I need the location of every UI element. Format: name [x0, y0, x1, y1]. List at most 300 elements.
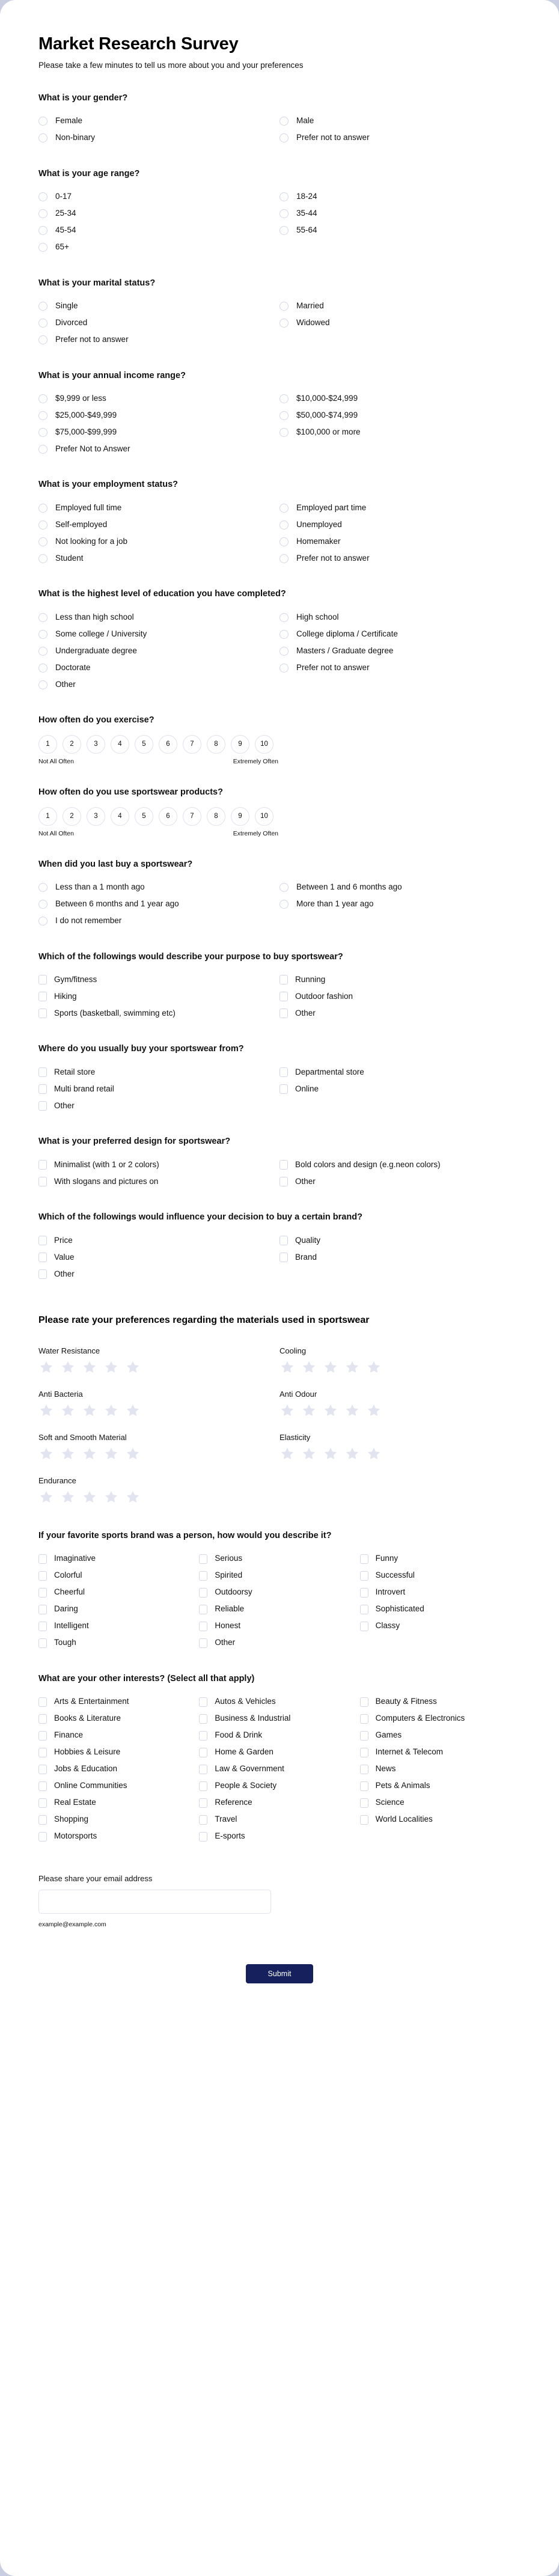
radio-option[interactable] [38, 189, 280, 206]
star-icon[interactable] [103, 1446, 119, 1462]
radio-button-icon[interactable] [280, 394, 289, 403]
checkbox-option[interactable] [199, 1551, 359, 1567]
checkbox-option[interactable] [280, 988, 521, 1005]
submit-row [38, 1964, 521, 1983]
radio-option[interactable] [280, 315, 521, 332]
radio-option[interactable] [38, 130, 280, 147]
checkbox-icon[interactable] [280, 992, 288, 1001]
checkbox-icon[interactable] [280, 1177, 288, 1186]
checkbox-option[interactable] [38, 1694, 199, 1711]
star-icon[interactable] [344, 1360, 360, 1375]
checkbox-option[interactable] [38, 1761, 199, 1778]
question-interests [38, 1673, 521, 1845]
radio-option[interactable] [38, 390, 280, 407]
checkbox-option[interactable] [199, 1744, 359, 1761]
radio-button-icon[interactable] [38, 133, 47, 142]
checkbox-option[interactable] [38, 1601, 199, 1618]
radio-button-icon[interactable] [280, 647, 289, 656]
scale-option[interactable]: 7 [183, 807, 201, 826]
checkbox-option[interactable] [360, 1795, 521, 1811]
checkbox-icon[interactable] [199, 1697, 207, 1707]
star-icon[interactable] [323, 1360, 338, 1375]
checkbox-icon[interactable] [38, 1084, 47, 1094]
checkbox-icon[interactable] [199, 1832, 207, 1842]
question-gender [38, 93, 521, 147]
radio-option[interactable] [280, 879, 521, 896]
scale-option[interactable]: 7 [183, 735, 201, 754]
radio-button-icon[interactable] [38, 226, 47, 235]
radio-option[interactable] [38, 499, 280, 516]
option-label: $75,000-$99,999 [55, 427, 117, 436]
radio-button-icon[interactable] [38, 243, 47, 252]
option-label: Pets & Animals [375, 1781, 430, 1790]
option-label: Other [54, 1100, 75, 1110]
radio-button-icon[interactable] [38, 554, 47, 563]
radio-option[interactable] [280, 206, 521, 222]
radio-button-icon[interactable] [38, 520, 47, 530]
checkbox-icon[interactable] [38, 1269, 47, 1279]
option-label: Other [54, 1269, 75, 1278]
radio-button-icon[interactable] [280, 226, 289, 235]
checkbox-option[interactable] [38, 1064, 280, 1081]
scale-option[interactable]: 6 [159, 807, 177, 826]
star-icon[interactable] [344, 1403, 360, 1418]
checkbox-icon[interactable] [280, 1236, 288, 1245]
option-label: Outdoorsy [215, 1587, 252, 1597]
scale-option[interactable]: 10 [255, 735, 273, 754]
checkbox-icon[interactable] [199, 1748, 207, 1757]
radio-button-icon[interactable] [280, 554, 289, 563]
checkbox-icon[interactable] [199, 1731, 207, 1741]
checkbox-option[interactable] [360, 1584, 521, 1601]
checkbox-option[interactable] [199, 1795, 359, 1811]
radio-option[interactable] [38, 626, 280, 642]
checkbox-icon[interactable] [280, 1084, 288, 1094]
checkbox-option[interactable] [38, 1635, 199, 1652]
star-icon[interactable] [82, 1360, 97, 1375]
star-icon[interactable] [280, 1403, 295, 1418]
scale-option[interactable]: 10 [255, 807, 273, 826]
radio-button-icon[interactable] [38, 428, 47, 437]
checkbox-icon[interactable] [38, 1554, 47, 1564]
radio-option[interactable] [280, 896, 521, 913]
checkbox-option[interactable] [199, 1584, 359, 1601]
scale-option[interactable]: 5 [135, 735, 153, 754]
checkbox-option[interactable] [360, 1744, 521, 1761]
checkbox-icon[interactable] [280, 1253, 288, 1262]
scale-option[interactable]: 8 [207, 807, 225, 826]
email-field[interactable] [38, 1890, 271, 1914]
submit-button[interactable]: Submit [246, 1964, 313, 1983]
checkbox-group-brand-personality [38, 1551, 521, 1652]
radio-option[interactable] [38, 441, 280, 457]
radio-button-icon[interactable] [38, 630, 47, 639]
option-label: Successful [375, 1570, 415, 1580]
checkbox-icon[interactable] [199, 1605, 207, 1614]
option-label: College diploma / Certificate [296, 629, 398, 638]
checkbox-option[interactable] [360, 1711, 521, 1727]
radio-button-icon[interactable] [38, 209, 47, 218]
radio-option[interactable] [280, 499, 521, 516]
radio-option[interactable] [280, 609, 521, 626]
radio-option[interactable] [280, 130, 521, 147]
scale-option[interactable]: 2 [63, 735, 81, 754]
star-icon[interactable] [366, 1446, 382, 1462]
checkbox-icon[interactable] [360, 1605, 368, 1614]
checkbox-option[interactable] [199, 1601, 359, 1618]
radio-button-icon[interactable] [280, 192, 289, 201]
checkbox-icon[interactable] [199, 1588, 207, 1598]
checkbox-icon[interactable] [38, 1748, 47, 1757]
radio-option[interactable] [280, 550, 521, 567]
checkbox-icon[interactable] [199, 1638, 207, 1648]
checkbox-icon[interactable] [38, 992, 47, 1001]
star-icon[interactable] [280, 1360, 295, 1375]
radio-button-icon[interactable] [38, 192, 47, 201]
checkbox-option[interactable] [360, 1601, 521, 1618]
radio-option[interactable] [38, 879, 280, 896]
radio-button-icon[interactable] [280, 319, 289, 328]
radio-option[interactable] [280, 189, 521, 206]
star-icon[interactable] [366, 1403, 382, 1418]
scale-end-labels [38, 830, 278, 837]
star-icon[interactable] [82, 1403, 97, 1418]
star-icon[interactable] [38, 1403, 54, 1418]
question-title: How often do you exercise? [38, 715, 154, 725]
checkbox-option[interactable] [38, 1795, 199, 1811]
checkbox-option[interactable] [38, 1173, 280, 1190]
checkbox-icon[interactable] [199, 1622, 207, 1631]
checkbox-icon[interactable] [38, 1714, 47, 1724]
radio-button-icon[interactable] [38, 664, 47, 673]
checkbox-option[interactable] [38, 1711, 199, 1727]
radio-option[interactable] [280, 533, 521, 550]
checkbox-option[interactable] [360, 1778, 521, 1795]
checkbox-option[interactable] [38, 1097, 280, 1114]
radio-button-icon[interactable] [38, 917, 47, 926]
radio-option[interactable] [38, 332, 280, 349]
star-icon[interactable] [125, 1489, 141, 1505]
radio-option[interactable] [280, 222, 521, 239]
checkbox-icon[interactable] [38, 1588, 47, 1598]
radio-button-icon[interactable] [280, 630, 289, 639]
radio-option[interactable] [38, 676, 280, 693]
option-label: Sophisticated [375, 1604, 424, 1614]
checkbox-option[interactable] [199, 1778, 359, 1795]
checkbox-icon[interactable] [38, 1731, 47, 1741]
checkbox-option[interactable] [199, 1711, 359, 1727]
radio-button-icon[interactable] [280, 302, 289, 311]
star-icon[interactable] [38, 1489, 54, 1505]
checkbox-icon[interactable] [38, 1781, 47, 1791]
scale-option[interactable]: 2 [63, 807, 81, 826]
checkbox-option[interactable] [38, 1618, 199, 1635]
checkbox-option[interactable] [360, 1551, 521, 1567]
checkbox-icon[interactable] [38, 1236, 47, 1245]
checkbox-icon[interactable] [280, 975, 288, 984]
checkbox-option[interactable] [38, 1828, 199, 1845]
star-icon[interactable] [366, 1360, 382, 1375]
checkbox-icon[interactable] [360, 1588, 368, 1598]
checkbox-option[interactable] [38, 1778, 199, 1795]
radio-option[interactable] [280, 516, 521, 533]
star-icon[interactable] [125, 1403, 141, 1418]
checkbox-icon[interactable] [280, 1009, 288, 1018]
scale-option[interactable]: 9 [231, 735, 249, 754]
radio-button-icon[interactable] [38, 117, 47, 126]
radio-button-icon[interactable] [38, 504, 47, 513]
option-label: Multi brand retail [54, 1084, 114, 1093]
checkbox-option[interactable] [199, 1635, 359, 1652]
radio-button-icon[interactable] [38, 883, 47, 892]
checkbox-option[interactable] [38, 1551, 199, 1567]
scale-option[interactable]: 4 [111, 735, 129, 754]
star-rating-label: Cooling [280, 1346, 307, 1355]
scale-option[interactable]: 5 [135, 807, 153, 826]
checkbox-option[interactable] [38, 1005, 280, 1022]
radio-option[interactable] [38, 113, 280, 130]
checkbox-icon[interactable] [360, 1697, 368, 1707]
question-sportswear-frequency [38, 787, 521, 837]
checkbox-icon[interactable] [360, 1798, 368, 1808]
checkbox-icon[interactable] [199, 1714, 207, 1724]
star-icon[interactable] [280, 1446, 295, 1462]
radio-button-icon[interactable] [280, 209, 289, 218]
checkbox-option[interactable] [38, 1727, 199, 1744]
radio-button-icon[interactable] [280, 900, 289, 909]
checkbox-option[interactable] [199, 1618, 359, 1635]
checkbox-icon[interactable] [38, 1622, 47, 1631]
radio-option[interactable] [280, 642, 521, 659]
checkbox-icon[interactable] [280, 1160, 288, 1170]
checkbox-option[interactable] [360, 1567, 521, 1584]
checkbox-option[interactable] [38, 1156, 280, 1173]
radio-button-icon[interactable] [280, 883, 289, 892]
radio-button-icon[interactable] [280, 133, 289, 142]
checkbox-option[interactable] [360, 1761, 521, 1778]
star-icon[interactable] [38, 1360, 54, 1375]
radio-button-icon[interactable] [38, 680, 47, 689]
checkbox-icon[interactable] [199, 1781, 207, 1791]
radio-button-icon[interactable] [38, 613, 47, 622]
checkbox-option[interactable] [38, 1249, 280, 1266]
scale-option[interactable]: 6 [159, 735, 177, 754]
radio-button-icon[interactable] [38, 445, 47, 454]
radio-option[interactable] [38, 239, 280, 256]
checkbox-icon[interactable] [360, 1748, 368, 1757]
radio-button-icon[interactable] [280, 504, 289, 513]
checkbox-option[interactable] [38, 1744, 199, 1761]
option-label: Daring [54, 1604, 78, 1614]
checkbox-option[interactable] [38, 1266, 280, 1283]
checkbox-option[interactable] [199, 1811, 359, 1828]
checkbox-option[interactable] [280, 1156, 521, 1173]
checkbox-icon[interactable] [199, 1571, 207, 1581]
star-icon[interactable] [125, 1360, 141, 1375]
radio-button-icon[interactable] [280, 411, 289, 420]
star-icon[interactable] [323, 1446, 338, 1462]
radio-button-icon[interactable] [38, 335, 47, 344]
checkbox-icon[interactable] [360, 1731, 368, 1741]
radio-button-icon[interactable] [280, 537, 289, 546]
radio-option[interactable] [38, 642, 280, 659]
star-icon[interactable] [38, 1446, 54, 1462]
radio-group-last-purchase [38, 879, 521, 930]
scale-option[interactable]: 1 [38, 735, 57, 754]
radio-option[interactable] [38, 424, 280, 441]
star-icon[interactable] [344, 1446, 360, 1462]
checkbox-icon[interactable] [38, 1009, 47, 1018]
checkbox-icon[interactable] [360, 1815, 368, 1825]
scale-option[interactable]: 3 [87, 807, 105, 826]
star-icon[interactable] [60, 1403, 76, 1418]
checkbox-option[interactable] [38, 971, 280, 988]
checkbox-option[interactable] [38, 1811, 199, 1828]
checkbox-icon[interactable] [38, 1253, 47, 1262]
radio-button-icon[interactable] [38, 537, 47, 546]
radio-option[interactable] [38, 913, 280, 930]
checkbox-icon[interactable] [38, 1697, 47, 1707]
option-label: Reference [215, 1798, 252, 1807]
star-icon[interactable] [301, 1360, 317, 1375]
radio-option[interactable] [38, 516, 280, 533]
checkbox-option[interactable] [280, 1064, 521, 1081]
checkbox-icon[interactable] [199, 1815, 207, 1825]
checkbox-icon[interactable] [38, 1798, 47, 1808]
checkbox-option[interactable] [38, 1584, 199, 1601]
checkbox-icon[interactable] [280, 1067, 288, 1077]
radio-button-icon[interactable] [280, 117, 289, 126]
question-title: What is your annual income range? [38, 370, 186, 380]
checkbox-option[interactable] [280, 1005, 521, 1022]
radio-option[interactable] [280, 626, 521, 642]
checkbox-icon[interactable] [38, 1571, 47, 1581]
star-icon[interactable] [301, 1446, 317, 1462]
checkbox-icon[interactable] [38, 1638, 47, 1648]
checkbox-option[interactable] [199, 1727, 359, 1744]
checkbox-icon[interactable] [38, 1101, 47, 1111]
radio-option[interactable] [38, 206, 280, 222]
checkbox-icon[interactable] [360, 1781, 368, 1791]
checkbox-option[interactable] [199, 1761, 359, 1778]
radio-button-icon[interactable] [280, 664, 289, 673]
option-label: Beauty & Fitness [375, 1697, 437, 1706]
checkbox-icon[interactable] [38, 1765, 47, 1774]
radio-group-education-level [38, 609, 521, 693]
checkbox-option[interactable] [199, 1694, 359, 1711]
checkbox-icon[interactable] [38, 1160, 47, 1170]
question-title: What is your age range? [38, 168, 140, 179]
star-icon[interactable] [60, 1446, 76, 1462]
radio-button-icon[interactable] [38, 394, 47, 403]
checkbox-option[interactable] [38, 988, 280, 1005]
checkbox-option[interactable] [199, 1828, 359, 1845]
question-exercise-frequency [38, 715, 521, 765]
checkbox-option[interactable] [280, 1081, 521, 1097]
checkbox-option[interactable] [360, 1811, 521, 1828]
checkbox-option[interactable] [280, 1232, 521, 1249]
scale-option[interactable]: 8 [207, 735, 225, 754]
radio-option[interactable] [38, 896, 280, 913]
checkbox-icon[interactable] [38, 1177, 47, 1186]
checkbox-option[interactable] [280, 1249, 521, 1266]
checkbox-option[interactable] [360, 1727, 521, 1744]
star-icon[interactable] [301, 1403, 317, 1418]
checkbox-icon[interactable] [360, 1554, 368, 1564]
radio-button-icon[interactable] [38, 319, 47, 328]
radio-option[interactable] [38, 533, 280, 550]
radio-option[interactable] [38, 659, 280, 676]
radio-button-icon[interactable] [38, 411, 47, 420]
checkbox-icon[interactable] [38, 1832, 47, 1842]
star-icon[interactable] [82, 1489, 97, 1505]
star-rating-label: Elasticity [280, 1432, 311, 1442]
radio-button-icon[interactable] [280, 428, 289, 437]
checkbox-icon[interactable] [38, 1605, 47, 1614]
radio-option[interactable] [38, 315, 280, 332]
star-icon[interactable] [82, 1446, 97, 1462]
radio-option[interactable] [38, 407, 280, 424]
checkbox-option[interactable] [280, 971, 521, 988]
radio-option[interactable] [280, 390, 521, 407]
radio-button-icon[interactable] [280, 520, 289, 530]
radio-option[interactable] [280, 659, 521, 676]
star-icon[interactable] [103, 1360, 119, 1375]
radio-option[interactable] [38, 222, 280, 239]
radio-option[interactable] [280, 407, 521, 424]
checkbox-icon[interactable] [199, 1554, 207, 1564]
checkbox-option[interactable] [199, 1567, 359, 1584]
checkbox-icon[interactable] [360, 1765, 368, 1774]
radio-option[interactable] [280, 298, 521, 315]
radio-option[interactable] [280, 424, 521, 441]
checkbox-icon[interactable] [360, 1622, 368, 1631]
checkbox-option[interactable] [280, 1173, 521, 1190]
scale-option[interactable]: 1 [38, 807, 57, 826]
checkbox-icon[interactable] [38, 1067, 47, 1077]
star-icon[interactable] [125, 1446, 141, 1462]
scale-option[interactable]: 3 [87, 735, 105, 754]
checkbox-option[interactable] [360, 1618, 521, 1635]
checkbox-option[interactable] [38, 1567, 199, 1584]
radio-option[interactable] [280, 113, 521, 130]
star-icon[interactable] [103, 1489, 119, 1505]
checkbox-icon[interactable] [38, 975, 47, 984]
radio-button-icon[interactable] [38, 647, 47, 656]
option-label: People & Society [215, 1781, 277, 1790]
checkbox-icon[interactable] [38, 1815, 47, 1825]
checkbox-icon[interactable] [360, 1571, 368, 1581]
radio-option[interactable] [38, 550, 280, 567]
radio-button-icon[interactable] [38, 900, 47, 909]
checkbox-option[interactable] [38, 1232, 280, 1249]
scale-option[interactable]: 4 [111, 807, 129, 826]
radio-option[interactable] [38, 298, 280, 315]
checkbox-option[interactable] [360, 1694, 521, 1711]
radio-button-icon[interactable] [280, 613, 289, 622]
star-icon[interactable] [60, 1360, 76, 1375]
checkbox-icon[interactable] [199, 1798, 207, 1808]
scale-option[interactable]: 9 [231, 807, 249, 826]
checkbox-icon[interactable] [360, 1714, 368, 1724]
star-icon[interactable] [60, 1489, 76, 1505]
checkbox-option[interactable] [38, 1081, 280, 1097]
star-icon[interactable] [103, 1403, 119, 1418]
radio-option[interactable] [38, 609, 280, 626]
checkbox-icon[interactable] [199, 1765, 207, 1774]
radio-button-icon[interactable] [38, 302, 47, 311]
star-icon[interactable] [323, 1403, 338, 1418]
